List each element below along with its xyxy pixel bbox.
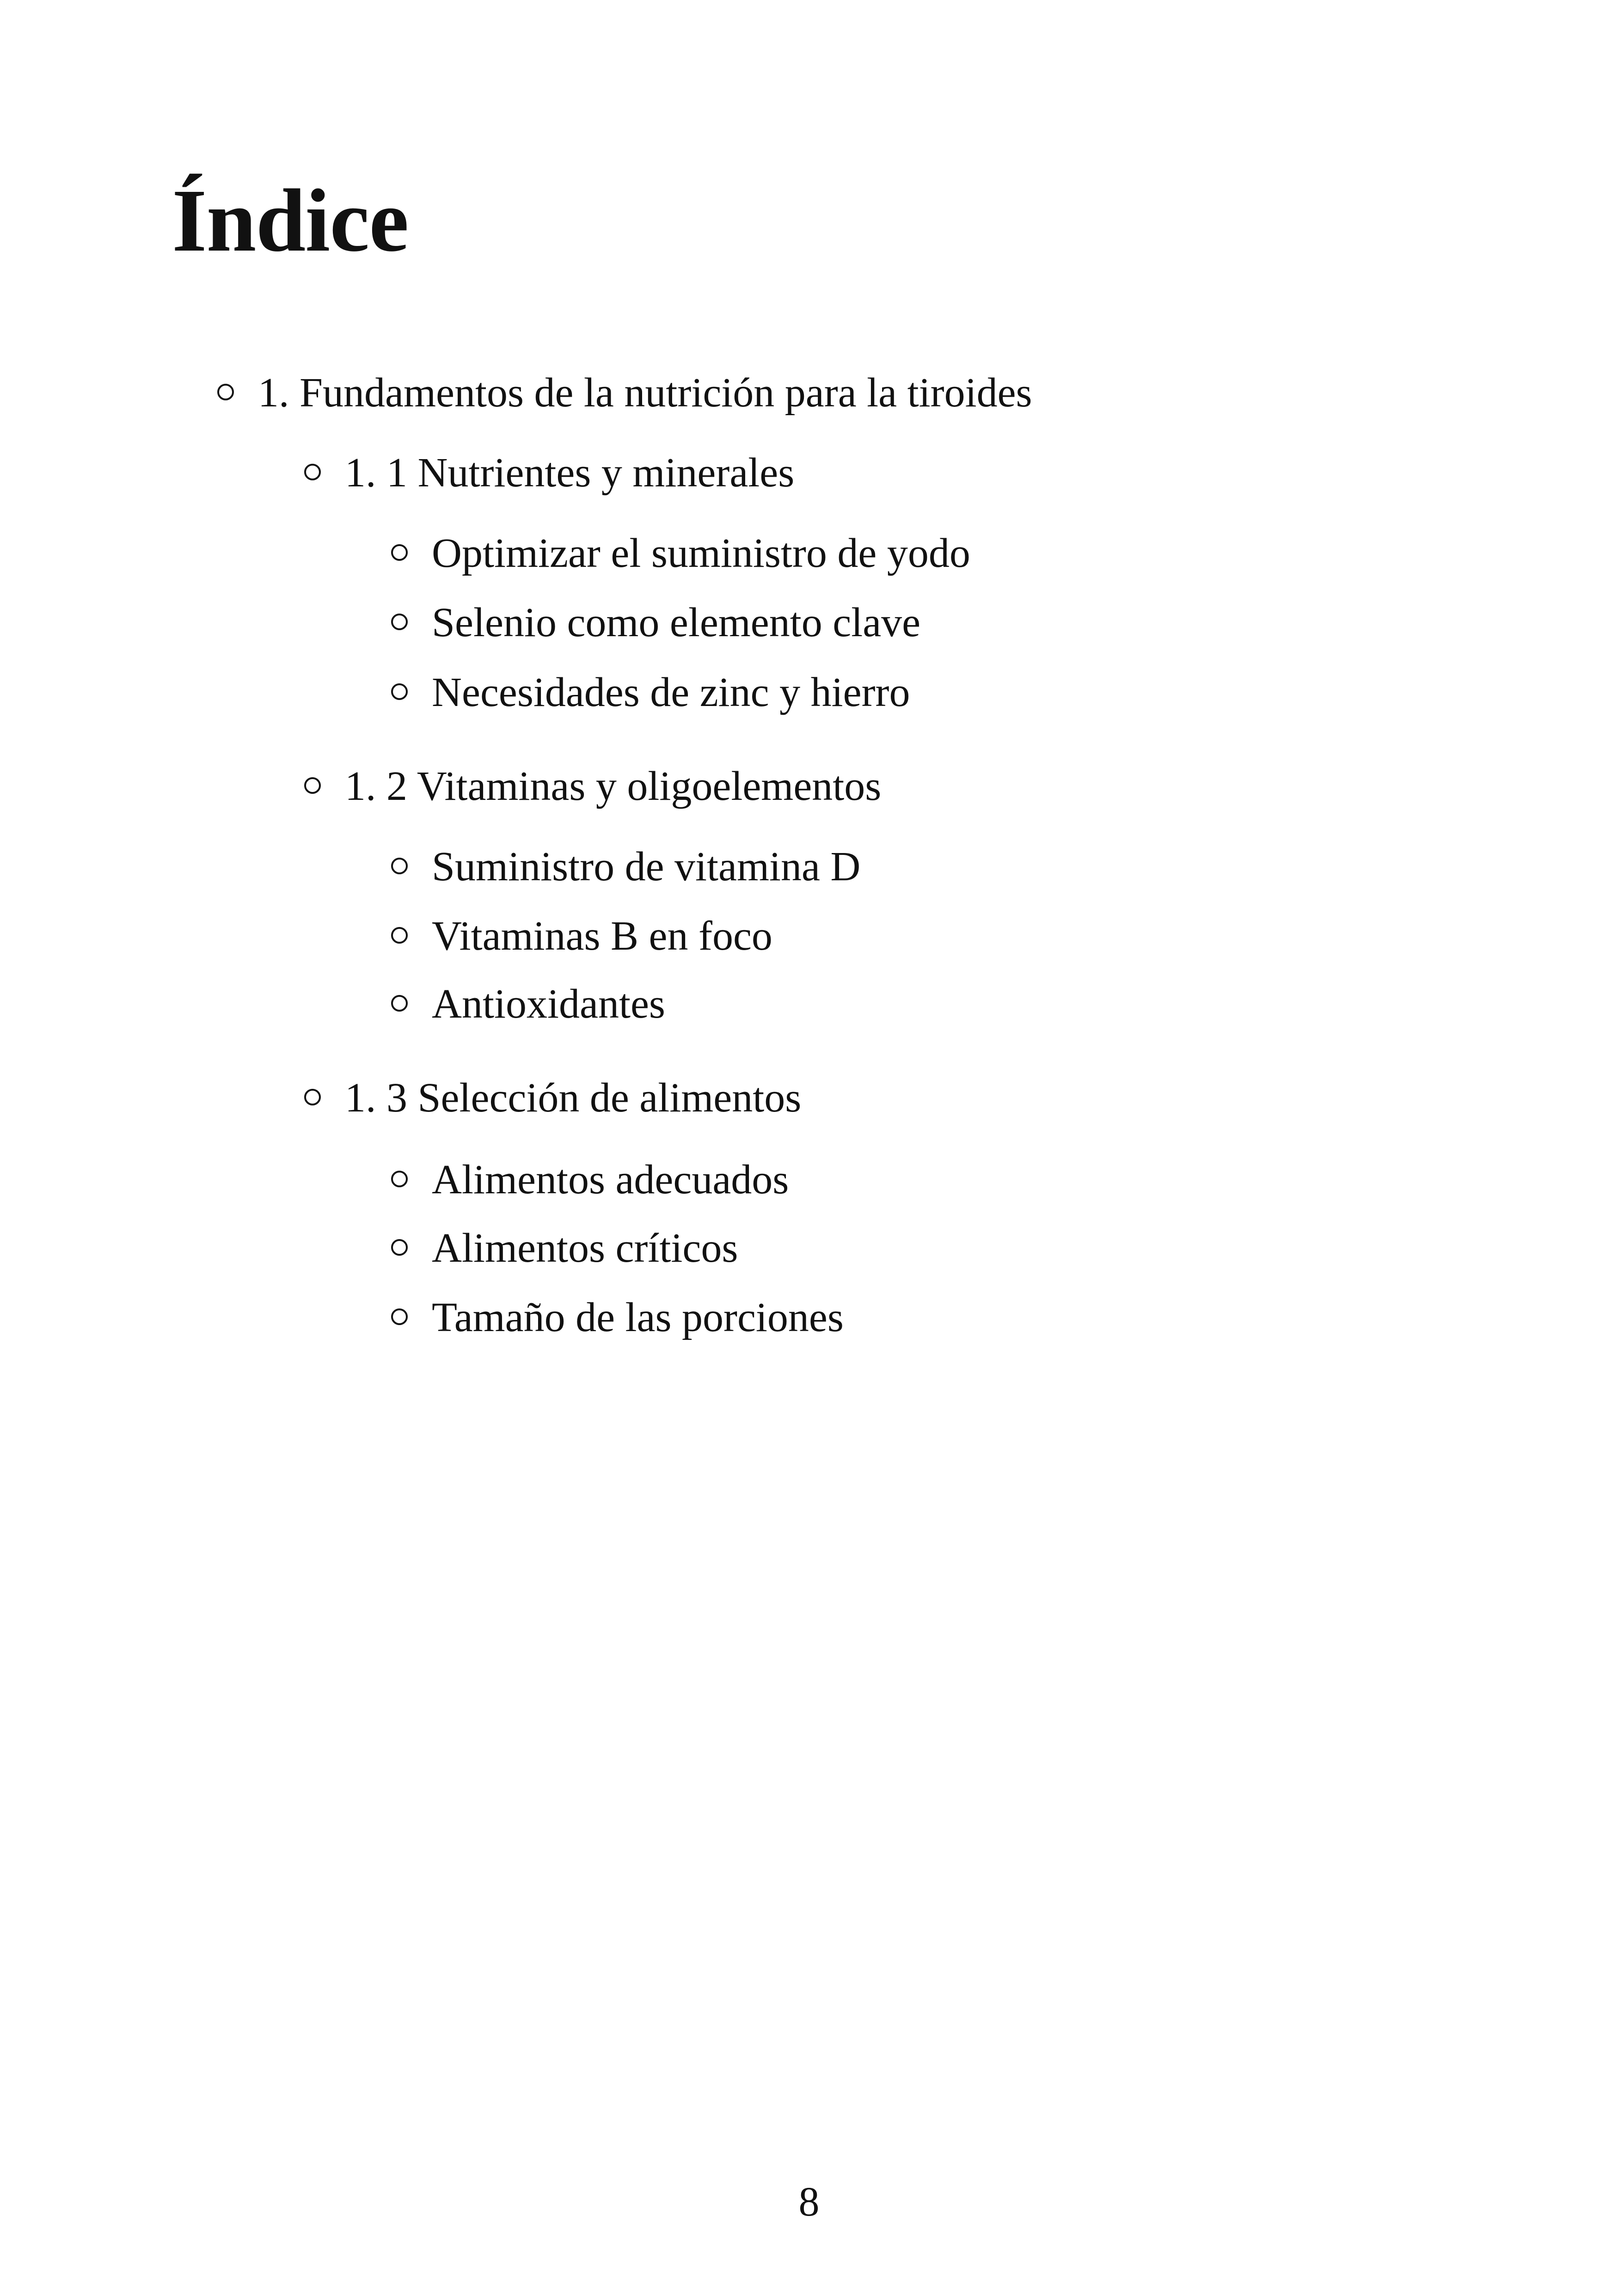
toc-item-label: Suministro de vitamina D (432, 844, 861, 890)
toc-item-vitamina-d[interactable] (391, 846, 860, 888)
circle-bullet-icon (391, 683, 408, 700)
toc-item-label: Alimentos críticos (432, 1225, 738, 1271)
toc-item-zinc-hierro[interactable] (391, 669, 910, 715)
circle-bullet-icon (304, 1089, 321, 1105)
toc-item-vitaminas[interactable] (304, 763, 882, 809)
toc-item-vitaminas-b[interactable] (391, 915, 772, 957)
circle-bullet-icon (391, 614, 408, 630)
circle-bullet-icon (391, 927, 408, 944)
circle-bullet-icon (217, 384, 234, 400)
circle-bullet-icon (304, 464, 321, 480)
toc-item-label: 1. 2 Vitaminas y oligoelementos (345, 763, 882, 809)
toc-item-nutrientes[interactable] (304, 452, 794, 494)
circle-bullet-icon (304, 777, 321, 794)
circle-bullet-icon (391, 544, 408, 561)
toc-item-label: Vitaminas B en foco (432, 913, 772, 959)
circle-bullet-icon (391, 995, 408, 1012)
toc-item-fundamentos[interactable] (217, 372, 1032, 414)
toc-item-alimentos-adecuados[interactable] (391, 1159, 789, 1201)
toc-item-tamano-porciones[interactable] (391, 1297, 844, 1338)
toc-item-label: 1. Fundamentos de la nutrición para la tiroides (258, 370, 1032, 416)
page-number: 8 (798, 2179, 820, 2225)
toc-item-label: Alimentos adecuados (432, 1157, 789, 1203)
toc-item-antioxidantes[interactable] (391, 983, 665, 1025)
toc-item-label: Necesidades de zinc y hierro (432, 669, 910, 715)
toc-item-yodo[interactable] (391, 530, 970, 576)
circle-bullet-icon (391, 858, 408, 874)
circle-bullet-icon (391, 1239, 408, 1256)
toc-item-label: Antioxidantes (432, 981, 665, 1027)
circle-bullet-icon (391, 1171, 408, 1187)
toc-item-label: 1. 1 Nutrientes y minerales (345, 450, 795, 496)
toc-item-selenio[interactable] (391, 602, 920, 644)
toc-item-label: 1. 3 Selección de alimentos (345, 1075, 802, 1121)
toc-item-label: Optimizar el suministro de yodo (432, 530, 970, 576)
toc-item-seleccion-alimentos[interactable] (304, 1077, 801, 1119)
toc-item-alimentos-criticos[interactable] (391, 1225, 738, 1271)
toc-item-label: Tamaño de las porciones (432, 1295, 844, 1340)
page-title: Índice (172, 171, 409, 270)
toc-item-label: Selenio como elemento clave (432, 600, 921, 645)
circle-bullet-icon (391, 1308, 408, 1325)
